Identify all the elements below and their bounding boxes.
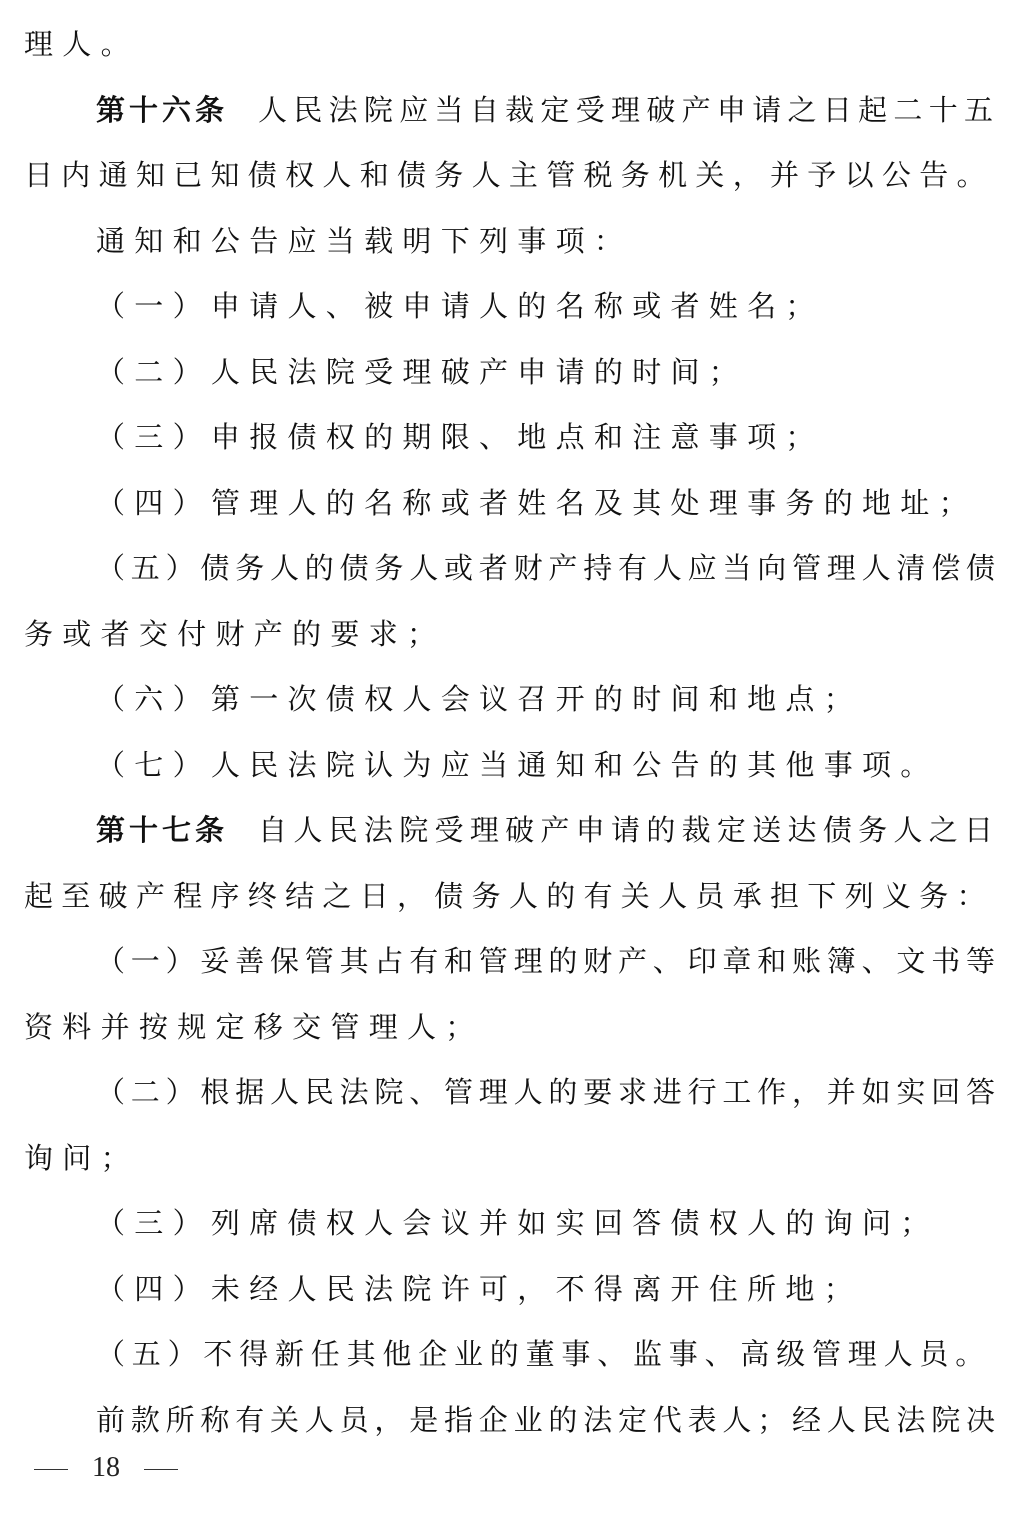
text-line: 日内通知已知债权人和债务人主管税务机关，并予以公告。 [24, 158, 994, 192]
page-footer [34, 1452, 178, 1484]
footer-dash-right [144, 1469, 178, 1470]
text-line: 资料并按规定移交管理人； [24, 1009, 484, 1044]
text-line: 前款所称有关人员，是指企业的法定代表人；经人民法院决 [96, 1402, 1001, 1437]
list-item: （一）妥善保管其占有和管理的财产、印章和账簿、文书等 [96, 944, 1001, 978]
list-item: （一）申请人、被申请人的名称或者姓名； [96, 289, 824, 323]
text-line: 起至破产程序终结之日，债务人的有关人员承担下列义务： [24, 878, 994, 913]
article-number: 第十六条 [96, 92, 229, 127]
list-item: （二）根据人民法院、管理人的要求进行工作，并如实回答 [96, 1075, 1001, 1109]
list-item: （五）债务人的债务人或者财产持有人应当向管理人清偿债 [96, 551, 1001, 585]
text-line: 理人。 [24, 27, 139, 61]
text-line: 询问； [24, 1140, 139, 1175]
list-item: （五）不得新任其他企业的董事、监事、高级管理人员。 [96, 1337, 992, 1371]
article-17-heading-line [24, 798, 1002, 864]
article-number: 第十七条 [96, 813, 229, 847]
text-line: 通知和公告应当载明下列事项： [96, 223, 633, 258]
list-item: （三）列席债权人会议并如实回答债权人的询问； [96, 1206, 939, 1240]
list-item: （七）人民法院认为应当通知和公告的其他事项。 [96, 747, 939, 782]
list-item: （四）未经人民法院许可，不得离开住所地； [96, 1271, 863, 1306]
list-item: （二）人民法院受理破产申请的时间； [96, 354, 748, 389]
article-text: 人民法院应当自裁定受理破产申请之日起二十五 [258, 92, 1000, 127]
list-item: （六）第一次债权人会议召开的时间和地点； [96, 682, 863, 716]
list-item: （四）管理人的名称或者姓名及其处理事务的地址； [96, 485, 977, 520]
article-text: 自人民法院受理破产申请的裁定送达债务人之日 [258, 813, 1000, 847]
document-page [24, 12, 1002, 1453]
text-line: 务或者交付财产的要求； [24, 616, 446, 651]
page-number: 18 [92, 1452, 120, 1483]
footer-dash-left [34, 1469, 68, 1470]
list-item: （三）申报债权的期限、地点和注意事项； [96, 420, 824, 454]
article-16-heading-line [24, 78, 1002, 144]
